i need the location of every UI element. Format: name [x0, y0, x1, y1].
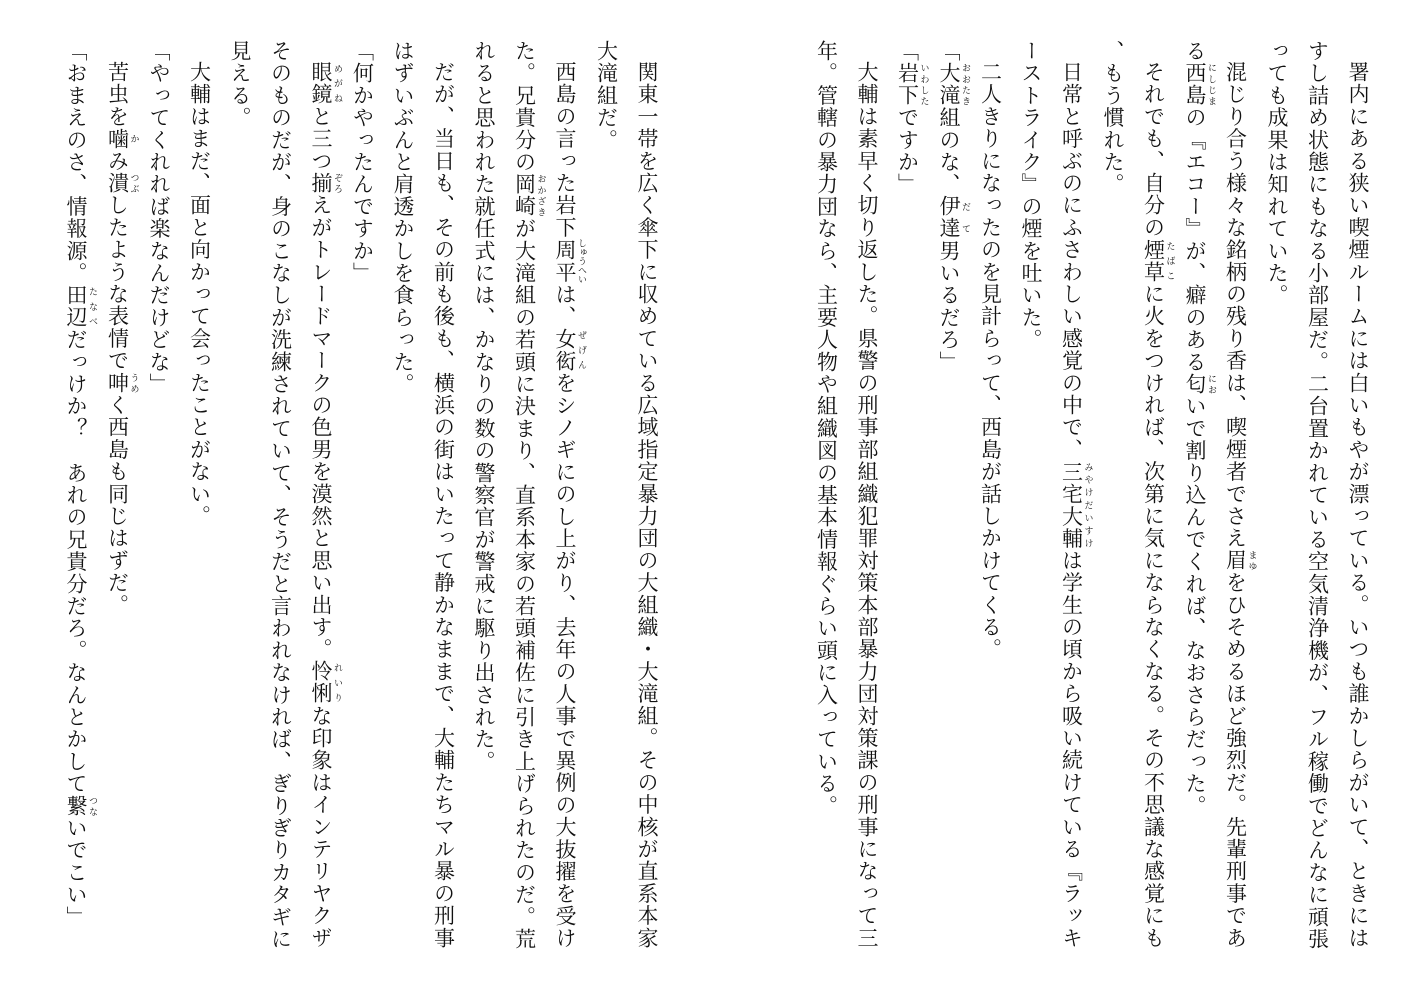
ruby-reading: おおたき: [960, 62, 970, 107]
ruby-reading: つぶ: [128, 172, 139, 195]
ruby-base: 眼鏡: [309, 61, 333, 106]
ruby-reading: たばこ: [1164, 238, 1175, 283]
text-segment: えがトレードマークの色男を漠然と思い出す。: [309, 194, 333, 661]
ruby-annotated-text: [105, 127, 139, 150]
ruby-annotated-text: [1183, 62, 1216, 107]
ruby-reading: しゅうへい: [576, 238, 586, 284]
text-segment: 二人きりになったのを見計らって、西島が話しかけてくる。: [978, 61, 1003, 661]
text-segment: ですか」: [895, 106, 920, 196]
ruby-base: 大滝: [937, 62, 961, 107]
paragraph: [1011, 40, 1093, 970]
paragraph: [1257, 40, 1379, 970]
ruby-annotated-text: [1223, 549, 1257, 572]
ruby-annotated-text: [512, 173, 546, 218]
text-segment: それでも、自分の: [1141, 61, 1166, 239]
paragraph: [887, 40, 929, 970]
ruby-annotated-text: [895, 62, 929, 107]
ruby-base: 岩下: [895, 62, 920, 107]
ruby-annotated-text: [1059, 460, 1093, 550]
ruby-reading: たなべ: [87, 284, 97, 329]
ruby-base: 伊達: [937, 195, 961, 240]
paragraph: [586, 40, 667, 970]
ruby-base: 煙草: [1141, 238, 1166, 284]
paragraph: [56, 40, 98, 970]
ruby-base: 岡崎: [512, 173, 537, 218]
right-page: [707, 0, 1414, 1000]
ruby-base: 西島: [1183, 62, 1207, 107]
ruby-reading: めがね: [332, 61, 342, 106]
ruby-base: 噛: [105, 127, 130, 150]
text-segment: は学生の頃から吸い続けている『ラッキーストライク』の煙を吐いた。: [1019, 40, 1084, 950]
paragraph: [806, 40, 887, 970]
ruby-annotated-text: [1183, 373, 1216, 396]
text-segment: 西島の言った岩下: [553, 61, 577, 239]
ruby-annotated-text: [309, 660, 342, 705]
text-segment: 署内にある狭い喫煙ルームには白いもやが漂っている。いつも誰かしらがいて、ときにはすし詰め状態にもなる小部屋だ。二台置かれている空気清浄機が、フル稼働でどんなに頑張っても成果は知れていた。: [1265, 40, 1370, 951]
text-segment: 「おまえのさ、情報源。: [64, 40, 88, 285]
ruby-base: 匂: [1183, 373, 1207, 396]
ruby-annotated-text: [309, 172, 342, 195]
paragraph: [97, 40, 139, 970]
text-segment: 大輔は素早く切り返した。県警の刑事部組織犯罪対策本部暴力団対策課の刑事になって三年。管轄の暴力団なら、主要人物や組織図の基本情報ぐらい頭に入っている。: [814, 40, 879, 949]
paragraph: [970, 40, 1011, 970]
text-segment: いで割り込んでくれば、なおさらだった。: [1183, 395, 1207, 818]
ruby-base: 潰: [105, 172, 130, 195]
ruby-annotated-text: [937, 62, 970, 107]
ruby-annotated-text: [553, 238, 586, 284]
paragraph: [1175, 40, 1257, 970]
right-page-text: [718, 40, 1378, 970]
text-segment: 「: [895, 40, 920, 63]
text-segment: 「: [937, 40, 961, 63]
ruby-base: 女衒: [553, 327, 577, 373]
text-segment: は、: [553, 283, 577, 328]
paragraph: [179, 40, 220, 970]
text-segment: な印象はインテリヤクザそのものだが、身のこなしが洗練されていて、そうだと言われなければ、ぎりぎりカタギに見える。: [228, 40, 333, 951]
ruby-base: 周平: [553, 238, 577, 284]
ruby-base: 繋: [64, 794, 88, 818]
ruby-reading: まゆ: [1246, 549, 1257, 572]
ruby-annotated-text: [309, 61, 342, 106]
text-segment: の『エコー』が、癖のある: [1183, 106, 1207, 374]
text-segment: と三つ: [309, 105, 333, 173]
text-segment: く西島も同じはずだ。: [105, 394, 130, 617]
text-segment: が大滝組の若頭に決まり、直系本家の若頭補佐に引き上げられたのだ。荒れると思われた就任式には、かなりの数の警察官が警戒に駆り出された。: [472, 40, 537, 951]
ruby-base: 揃: [309, 172, 333, 195]
paragraph: [464, 40, 587, 970]
ruby-reading: ぞろ: [332, 172, 342, 195]
ruby-annotated-text: [105, 371, 139, 395]
text-segment: 男いるだろ」: [937, 239, 961, 374]
paragraph: [220, 40, 343, 970]
text-segment: 「やってくれれば楽なんだけどな」: [147, 40, 171, 396]
text-segment: 日常と呼ぶのにふさわしい感覚の中で、: [1059, 61, 1084, 461]
ruby-annotated-text: [64, 284, 97, 329]
ruby-base: 呻: [105, 371, 130, 395]
ruby-annotated-text: [1141, 238, 1175, 284]
ruby-reading: みやけだいすけ: [1082, 460, 1093, 550]
ruby-reading: か: [128, 127, 139, 150]
text-segment: 組のな、: [937, 106, 961, 196]
ruby-annotated-text: [937, 195, 970, 240]
paragraph: [342, 40, 383, 970]
text-segment: だが、当日も、その前も後も、横浜の街はいたって静かなままで、大輔たちマル暴の刑事はずいぶんと肩透かしを食らった。: [391, 40, 456, 949]
text-segment: に火をつければ、次第に気にならなくなる。その不思議な感覚にも、もう慣れた。: [1101, 40, 1166, 950]
paragraph: [1093, 40, 1175, 970]
ruby-annotated-text: [105, 172, 139, 195]
text-segment: 大輔はまだ、面と向かって会ったことがない。: [187, 61, 212, 528]
left-page-text: [7, 40, 667, 970]
text-segment: 苦虫を: [105, 61, 130, 128]
text-segment: したような表情で: [105, 194, 130, 372]
text-segment: 関東一帯を広く傘下に収めている広域指定暴力団の大組織・大滝組。その中核が直系本家大滝組だ。: [594, 40, 659, 949]
text-segment: だっけか？ あれの兄貴分だろ。なんとかして: [64, 328, 88, 795]
ruby-annotated-text: [64, 794, 97, 818]
ruby-reading: いわした: [918, 62, 929, 107]
text-segment: 「何かやったんですか」: [350, 40, 375, 285]
paragraph: [383, 40, 464, 970]
ruby-base: 三宅大輔: [1059, 460, 1084, 550]
text-segment: をひそめるほど強烈だ。先輩刑事である: [1183, 40, 1248, 950]
paragraph: [139, 40, 180, 970]
ruby-reading: にしじま: [1206, 62, 1216, 107]
ruby-reading: うめ: [128, 371, 139, 395]
paragraph: [929, 40, 971, 970]
ruby-reading: だて: [960, 195, 970, 240]
ruby-base: 怜悧: [309, 660, 333, 705]
text-segment: 混じり合う様々な銘柄の残り香は、喫煙者でさえ: [1223, 61, 1248, 550]
ruby-annotated-text: [553, 327, 586, 373]
ruby-reading: れいり: [332, 660, 342, 705]
text-segment: いでこい」: [64, 817, 88, 929]
ruby-base: 田辺: [64, 284, 88, 329]
ruby-base: 眉: [1223, 549, 1248, 572]
ruby-reading: ぜげん: [576, 327, 586, 373]
text-segment: をシノギにのし上がり、去年の人事で異例の大抜擢を受けた。兄貴分の: [512, 40, 577, 950]
text-segment: み: [105, 149, 130, 173]
ruby-reading: にお: [1206, 373, 1216, 396]
ruby-reading: おかざき: [535, 173, 546, 218]
ruby-reading: つな: [87, 794, 97, 818]
